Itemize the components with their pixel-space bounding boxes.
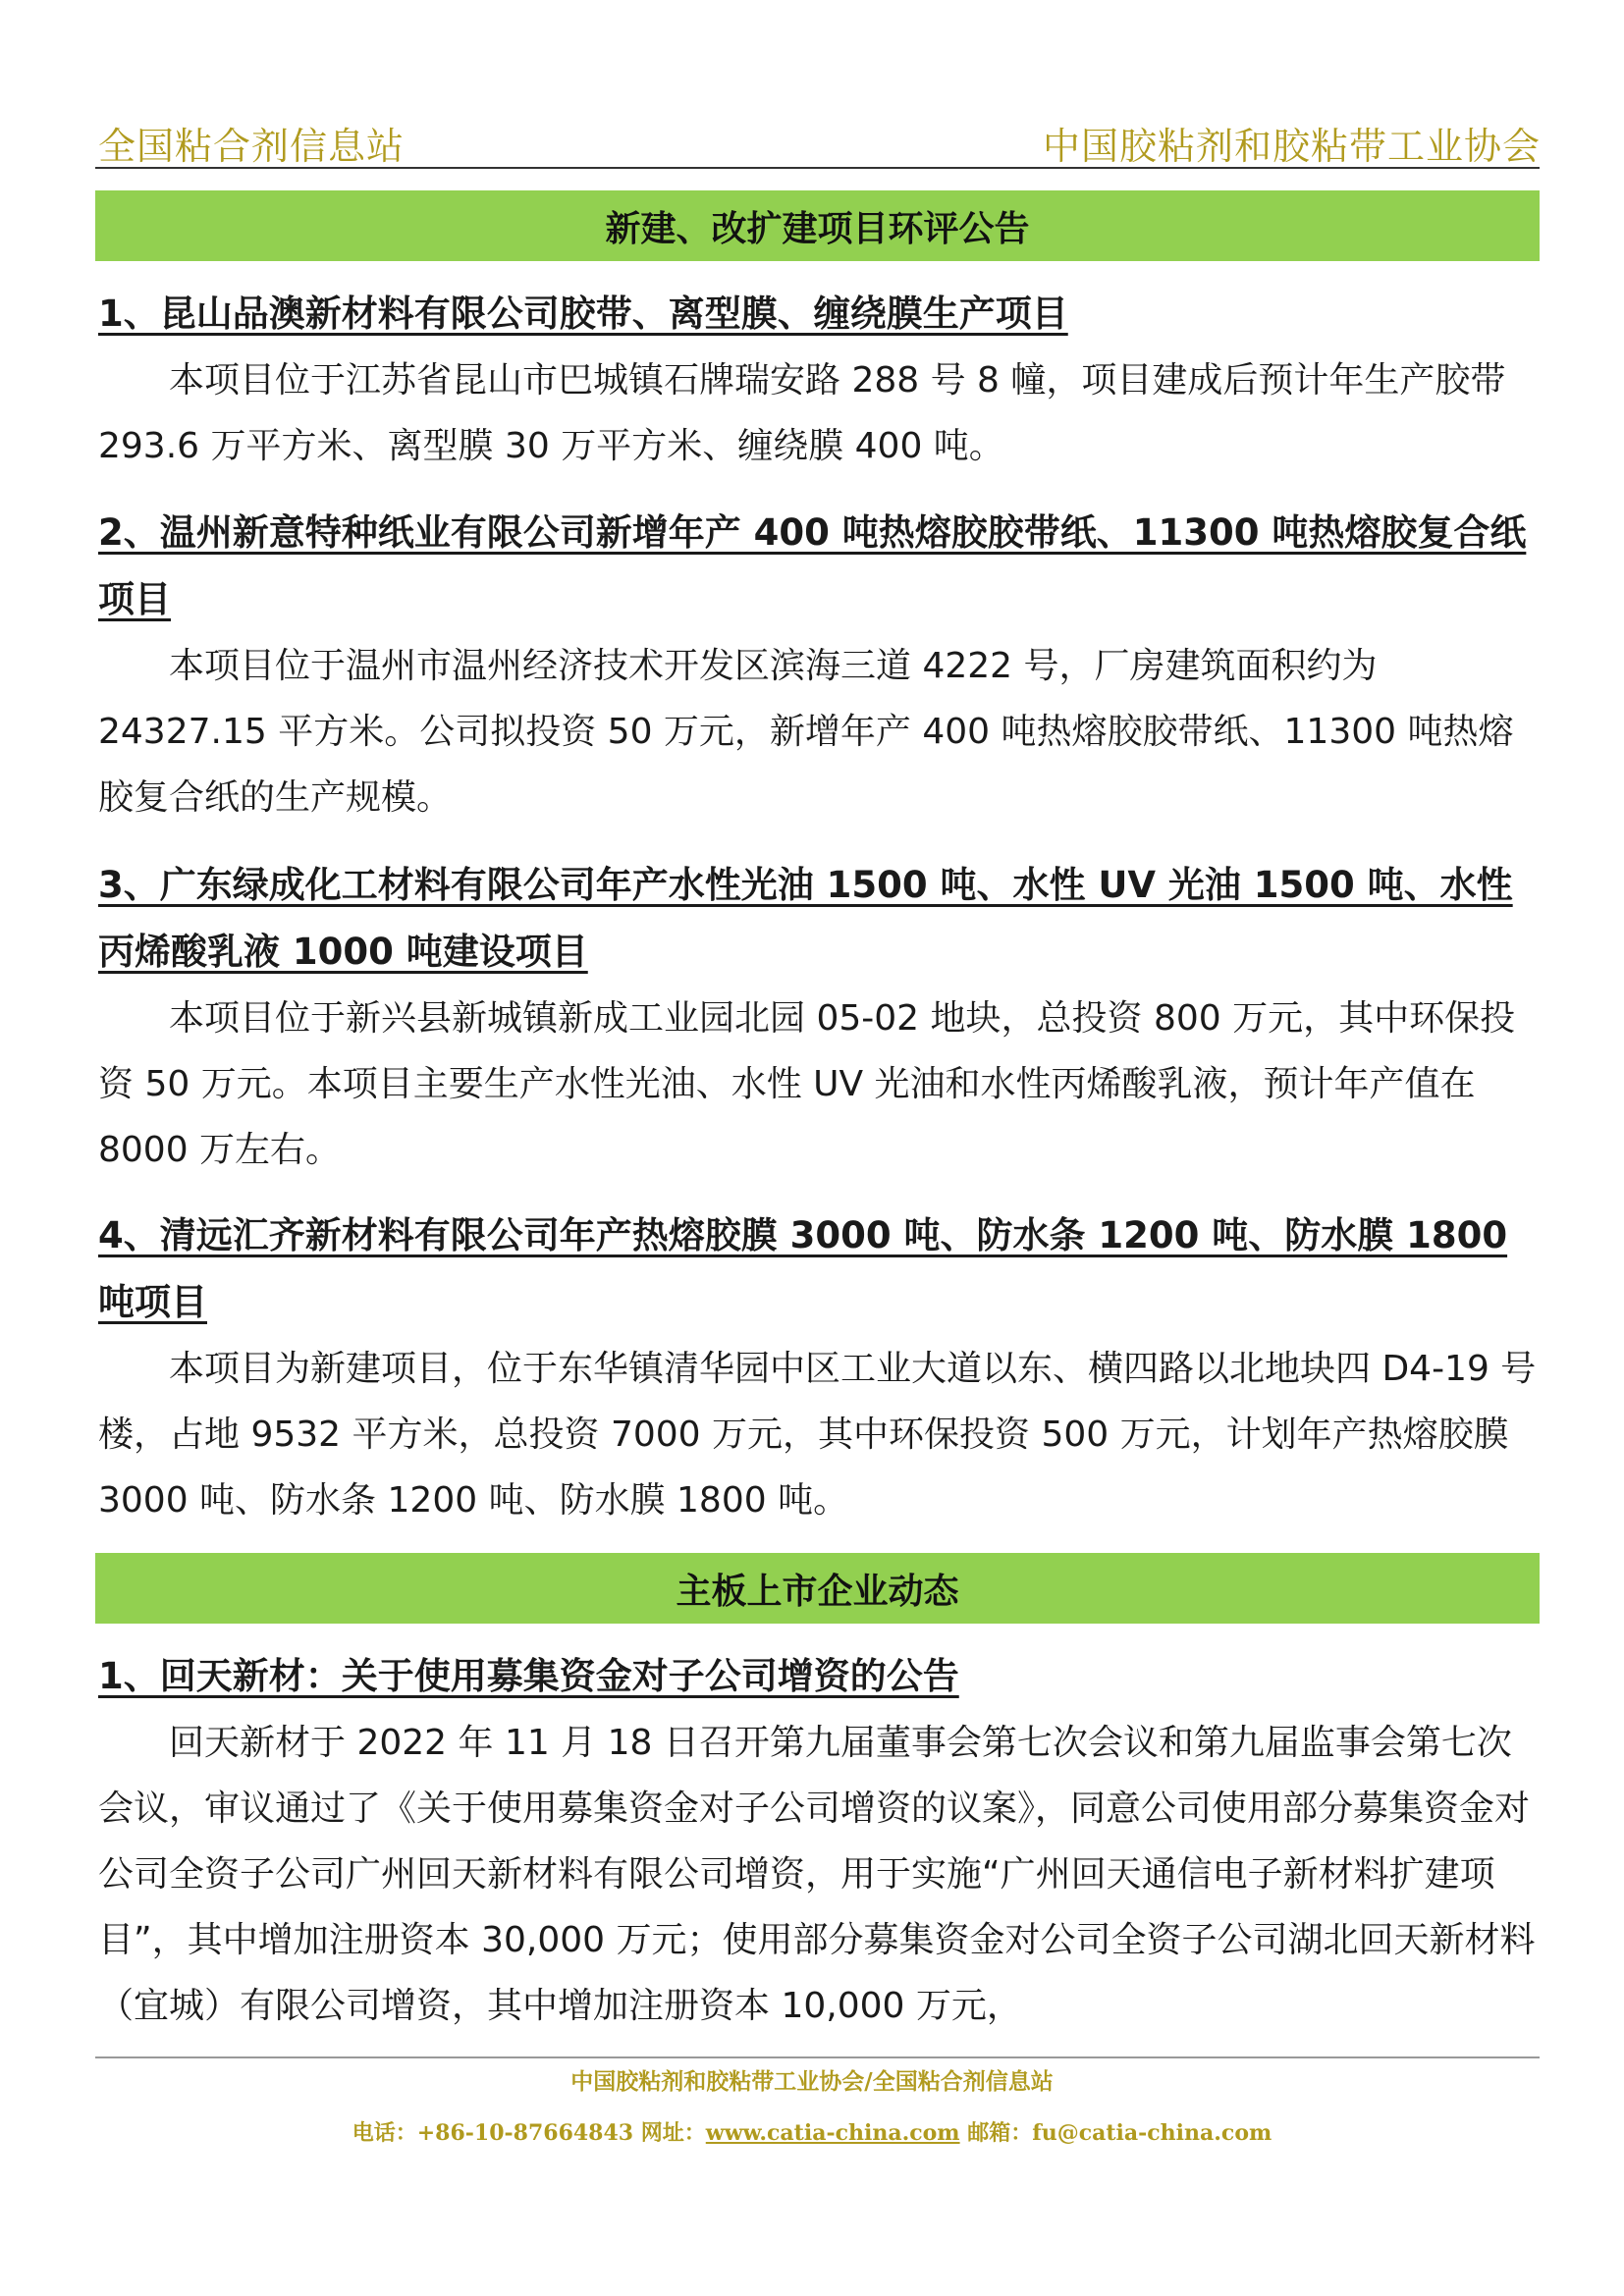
item-title: 4、清远汇齐新材料有限公司年产热熔胶膜 3000 吨、防水条 1200 吨、防水膜 1800 吨项目 <box>98 1214 1508 1323</box>
item-body: 本项目位于温州市温州经济技术开发区滨海三道 4222 号，厂房建筑面积约为 24327.15 平方米。公司拟投资 50 万元，新增年产 400 吨热熔胶胶带纸、11300 吨热熔胶复合纸的生产规模。 <box>98 646 1514 818</box>
footer-phone: 电话：+86-10-87664843 网址： <box>352 2120 706 2146</box>
section-heading-eia: 新建、改扩建项目环评公告 <box>95 190 1540 261</box>
section-eia-content <box>98 500 1540 830</box>
header-left-title: 全国粘合剂信息站 <box>98 125 406 168</box>
header-divider <box>95 167 1540 169</box>
section-listed-content <box>98 1643 1540 2039</box>
item-body: 回天新材于 2022 年 11 月 18 日召开第九届董事会第七次会议和第九届监事会第七次会议，审议通过了《关于使用募集资金对子公司增资的议案》，同意公司使用部分募集资金对公司全资子公司广州回天新材料有限公司增资，用于实施“广州回天通信电子新材料扩建项目”，其中增加注册资本 30,000 万元；使用部分募集资金对公司全资子公司湖北回天新材料（宜城）有限公司增资，其中增加注册资本 10,000 万元， <box>98 1723 1536 2026</box>
section-eia-content <box>98 281 1540 479</box>
item-title: 3、广东绿成化工材料有限公司年产水性光油 1500 吨、水性 UV 光油 1500 吨、水性丙烯酸乳液 1000 吨建设项目 <box>98 864 1513 973</box>
header-right-title: 中国胶粘剂和胶粘带工业协会 <box>1042 125 1541 168</box>
item-body: 本项目为新建项目，位于东华镇清华园中区工业大道以东、横四路以北地块四 D4-19 号楼，占地 9532 平方米，总投资 7000 万元，其中环保投资 500 万元，计划年产热熔胶膜 3000 吨、防水条 1200 吨、防水膜 1800 吨。 <box>98 1349 1537 1521</box>
footer-divider <box>95 2056 1540 2058</box>
item-body: 本项目位于江苏省昆山市巴城镇石牌瑞安路 288 号 8 幢，项目建成后预计年生产胶带 293.6 万平方米、离型膜 30 万平方米、缠绕膜 400 吨。 <box>98 360 1506 466</box>
item-body: 本项目位于新兴县新城镇新成工业园北园 05-02 地块，总投资 800 万元，其中环保投资 50 万元。本项目主要生产水性光油、水性 UV 光油和水性丙烯酸乳液，预计年产值在 8000 万左右。 <box>98 998 1516 1170</box>
item-title: 1、回天新材：关于使用募集资金对子公司增资的公告 <box>98 1655 959 1697</box>
item-title: 2、温州新意特种纸业有限公司新增年产 400 吨热熔胶胶带纸、11300 吨热熔胶复合纸项目 <box>98 511 1527 620</box>
item-title: 1、昆山品澳新材料有限公司胶带、离型膜、缠绕膜生产项目 <box>98 293 1068 335</box>
footer-contact <box>0 2116 1624 2147</box>
footer-website-link[interactable]: www.catia-china.com <box>705 2120 960 2146</box>
footer-organization: 中国胶粘剂和胶粘带工业协会/全国粘合剂信息站 <box>570 2068 1054 2095</box>
section-heading-listed-companies: 主板上市企业动态 <box>95 1553 1540 1624</box>
footer-email: 邮箱：fu@catia-china.com <box>959 2120 1272 2146</box>
section-eia-content <box>98 852 1540 1183</box>
section-eia-content <box>98 1202 1540 1533</box>
